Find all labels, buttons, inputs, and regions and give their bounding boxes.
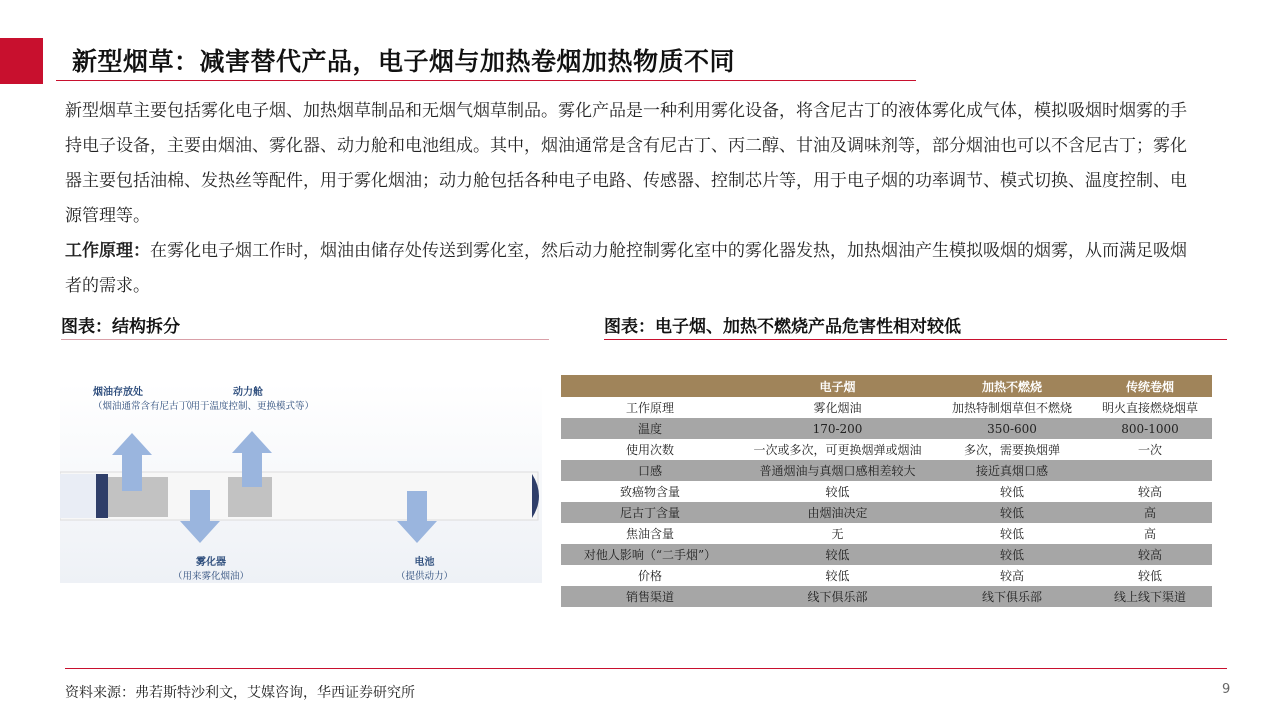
table-cell: 接近真烟口感 (936, 460, 1088, 481)
figure-left-title: 图表：结构拆分 (61, 317, 180, 337)
table-cell: 一次或多次，可更换烟弹或烟油 (739, 439, 936, 460)
table-cell: 线下俱乐部 (739, 586, 936, 607)
battery-sub: （提供动力） (396, 571, 454, 582)
footer-divider (65, 668, 1227, 669)
principle-text: 在雾化电子烟工作时，烟油由储存处传送到雾化室，然后动力舱控制雾化室中的雾化器发热，加热烟油产生模拟吸烟的烟雾，从而满足吸烟者的需求。 (65, 241, 1187, 296)
e-cigarette-illustration (60, 383, 542, 583)
table-cell: 800-1000 (1088, 418, 1212, 439)
row-label: 使用次数 (561, 439, 739, 460)
column-header: 加热不燃烧 (936, 375, 1088, 397)
column-header (561, 375, 739, 397)
row-label: 焦油含量 (561, 523, 739, 544)
page-title: 新型烟草：减害替代产品，电子烟与加热卷烟加热物质不同 (72, 47, 736, 76)
table-cell: 无 (739, 523, 936, 544)
oil-storage-title: 烟油存放处 (93, 387, 143, 398)
column-header: 传统卷烟 (1088, 375, 1212, 397)
battery-title: 电池 (414, 557, 435, 568)
intro-text (65, 94, 1200, 304)
intro-paragraph: 新型烟草主要包括雾化电子烟、加热烟草制品和无烟气烟草制品。雾化产品是一种利用雾化设备，将含尼古丁的液体雾化成气体，模拟吸烟时烟雾的手持电子设备，主要由烟油、雾化器、动力舱和电池组成。其中，烟油通常是含有尼古丁、丙二醇、甘油及调味剂等，部分烟油也可以不含尼古丁；雾化器主要包括油棉、发热丝等配件，用于雾化烟油；动力舱包括各种电子电路、传感器、控制芯片等，用于电子烟的功率调节、模式切换、温度控制、电源管理等。 (65, 101, 1187, 226)
table-cell: 170-200 (739, 418, 936, 439)
power-label (181, 383, 314, 412)
table-cell: 较低 (936, 481, 1088, 502)
row-label: 温度 (561, 418, 739, 439)
power-title: 动力舱 (233, 387, 263, 398)
row-label: 价格 (561, 565, 739, 586)
table-row (561, 481, 1212, 502)
title-divider (56, 80, 916, 81)
row-label: 尼古丁含量 (561, 502, 739, 523)
table-cell: 加热特制烟草但不燃烧 (936, 397, 1088, 418)
atomizer-label (173, 553, 249, 582)
table-cell: 较高 (1088, 481, 1212, 502)
table-cell: 明火直接燃烧烟草 (1088, 397, 1212, 418)
table-cell: 较高 (936, 565, 1088, 586)
table-cell: 较低 (739, 565, 936, 586)
mouthpiece-tip (60, 474, 96, 518)
oil-storage-sub: （烟油通常含有尼古丁） (93, 401, 198, 412)
row-label: 对他人影响（“二手烟”） (561, 544, 739, 565)
figure-right-title: 图表：电子烟、加热不燃烧产品危害性相对较低 (604, 317, 961, 337)
row-label: 工作原理 (561, 397, 739, 418)
page-number: 9 (1222, 682, 1231, 697)
table-row (561, 397, 1212, 418)
table-cell: 高 (1088, 523, 1212, 544)
table-row (561, 523, 1212, 544)
table-cell: 较低 (739, 544, 936, 565)
row-label: 口感 (561, 460, 739, 481)
comparison-table (561, 375, 1212, 607)
table-cell: 较低 (936, 502, 1088, 523)
title-accent-bar (0, 38, 43, 84)
row-label: 销售渠道 (561, 586, 739, 607)
table-cell: 雾化烟油 (739, 397, 936, 418)
row-label: 致癌物含量 (561, 481, 739, 502)
table-row (561, 544, 1212, 565)
table-cell: 由烟油决定 (739, 502, 936, 523)
principle-paragraph (65, 234, 1200, 304)
figure-right-divider (604, 339, 1227, 340)
table-cell (1088, 460, 1212, 481)
table-cell: 较低 (739, 481, 936, 502)
table-row (561, 460, 1212, 481)
table-cell: 多次，需要换烟弹 (936, 439, 1088, 460)
source-note: 资料来源：弗若斯特沙利文，艾媒咨询，华西证券研究所 (65, 685, 415, 701)
column-header: 电子烟 (739, 375, 936, 397)
table-row (561, 439, 1212, 460)
table-cell: 一次 (1088, 439, 1212, 460)
table-cell: 较高 (1088, 544, 1212, 565)
table-cell: 较低 (936, 544, 1088, 565)
battery-label (396, 553, 453, 582)
structure-diagram (60, 383, 542, 583)
principle-label: 工作原理： (65, 241, 150, 261)
table-cell: 350-600 (936, 418, 1088, 439)
atomizer-title: 雾化器 (196, 557, 226, 568)
table-row (561, 502, 1212, 523)
figure-left-divider (61, 339, 549, 340)
table-row (561, 586, 1212, 607)
atomizer-sub: （用来雾化烟油） (173, 571, 250, 582)
power-sub: （用于温度控制、更换模式等） (181, 401, 315, 412)
table-cell: 较低 (1088, 565, 1212, 586)
table-row (561, 418, 1212, 439)
table-header-row (561, 375, 1212, 397)
table-cell: 线下俱乐部 (936, 586, 1088, 607)
table-row (561, 565, 1212, 586)
table-cell: 较低 (936, 523, 1088, 544)
table-cell: 普通烟油与真烟口感相差较大 (739, 460, 936, 481)
table-cell: 高 (1088, 502, 1212, 523)
table-cell: 线上线下渠道 (1088, 586, 1212, 607)
